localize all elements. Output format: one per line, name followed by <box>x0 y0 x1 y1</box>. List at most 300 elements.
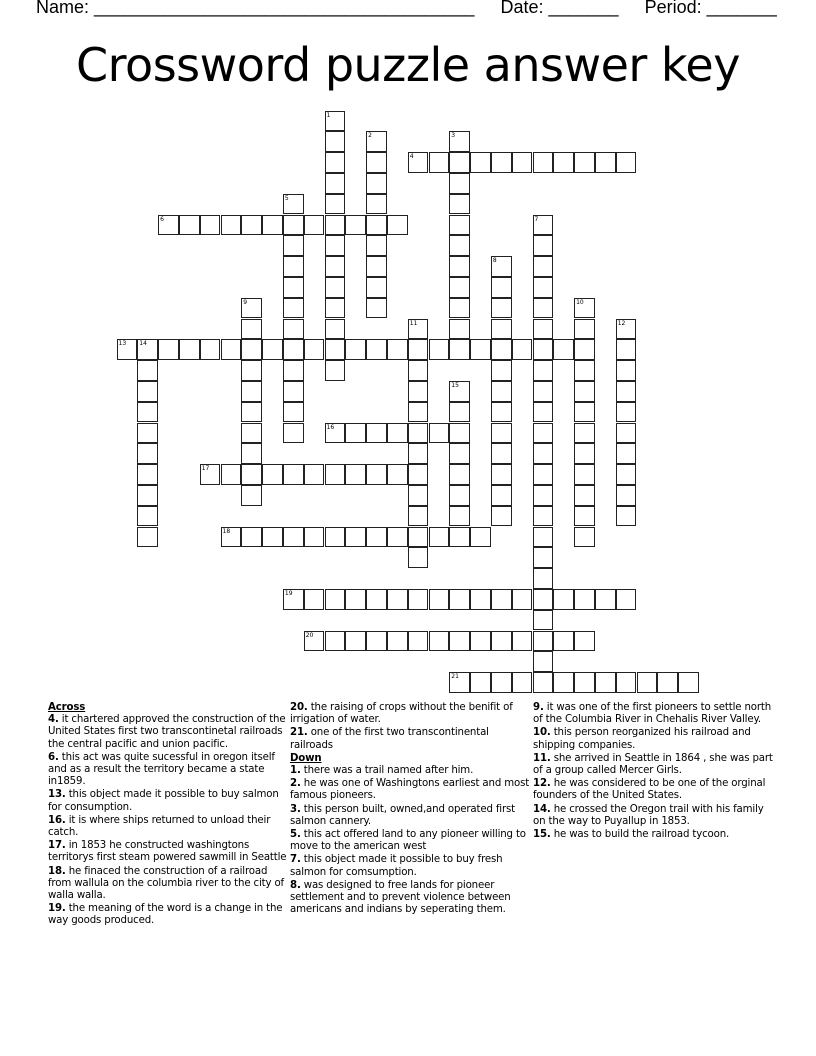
grid-cell[interactable] <box>325 277 346 298</box>
grid-cell[interactable] <box>491 443 512 464</box>
grid-cell[interactable] <box>241 527 262 548</box>
clue-number: 2 <box>368 132 372 140</box>
grid-cell[interactable] <box>158 339 179 360</box>
grid-cell[interactable] <box>616 672 637 693</box>
grid-cell[interactable] <box>449 277 470 298</box>
grid-cell[interactable] <box>491 589 512 610</box>
grid-cell[interactable] <box>533 568 554 589</box>
grid-cell[interactable] <box>283 339 304 360</box>
grid-cell[interactable] <box>408 464 429 485</box>
clue-number: 16 <box>326 423 335 431</box>
grid-cell[interactable] <box>325 319 346 340</box>
grid-cell[interactable] <box>533 464 554 485</box>
grid-cell[interactable] <box>366 152 387 173</box>
grid-cell[interactable] <box>366 423 387 444</box>
grid-cell[interactable] <box>616 506 637 527</box>
grid-cell[interactable] <box>533 672 554 693</box>
grid-cell[interactable] <box>241 485 262 506</box>
clue-number-label: 15. <box>533 829 551 841</box>
grid-cell[interactable] <box>491 339 512 360</box>
clue-number: 6 <box>160 215 164 223</box>
clue-number-label: 13. <box>48 789 66 801</box>
grid-cell[interactable] <box>533 485 554 506</box>
grid-cell[interactable] <box>325 152 346 173</box>
grid-cell[interactable] <box>408 506 429 527</box>
grid-cell[interactable] <box>304 464 325 485</box>
grid-cell[interactable] <box>616 319 637 340</box>
grid-cell[interactable] <box>470 527 491 548</box>
grid-cell[interactable] <box>449 631 470 652</box>
grid-cell[interactable] <box>574 360 595 381</box>
grid-cell[interactable] <box>283 194 304 215</box>
clue-number-label: 7. <box>290 854 301 866</box>
grid-cell[interactable] <box>574 672 595 693</box>
clue-number-label: 18. <box>48 865 66 877</box>
grid-cell[interactable] <box>449 319 470 340</box>
grid-cell[interactable] <box>408 339 429 360</box>
grid-cell[interactable] <box>512 672 533 693</box>
grid-cell[interactable] <box>325 131 346 152</box>
grid-cell[interactable] <box>533 610 554 631</box>
clue-number-label: 8. <box>290 879 301 891</box>
grid-cell[interactable] <box>678 672 699 693</box>
clue-number: 20 <box>305 631 314 639</box>
clue-text: the meaning of the word is a change in the way goods produced. <box>48 903 283 927</box>
grid-cell[interactable] <box>262 464 283 485</box>
grid-cell[interactable] <box>283 298 304 319</box>
grid-cell[interactable] <box>325 631 346 652</box>
grid-cell[interactable] <box>533 423 554 444</box>
grid-cell[interactable] <box>491 402 512 423</box>
grid-cell[interactable] <box>137 360 158 381</box>
grid-cell[interactable] <box>533 339 554 360</box>
grid-cell[interactable] <box>387 589 408 610</box>
grid-cell[interactable] <box>345 631 366 652</box>
grid-cell[interactable] <box>304 339 325 360</box>
grid-cell[interactable] <box>449 152 470 173</box>
grid-cell[interactable] <box>200 339 221 360</box>
down-clue <box>290 765 534 777</box>
grid-cell[interactable] <box>491 506 512 527</box>
grid-cell[interactable] <box>533 589 554 610</box>
grid-cell[interactable] <box>137 339 158 360</box>
grid-cell[interactable] <box>137 485 158 506</box>
grid-cell[interactable] <box>200 215 221 236</box>
grid-cell[interactable] <box>449 485 470 506</box>
grid-cell[interactable] <box>241 215 262 236</box>
grid-cell[interactable] <box>574 152 595 173</box>
grid-cell[interactable] <box>241 423 262 444</box>
grid-cell[interactable] <box>533 547 554 568</box>
grid-cell[interactable] <box>533 402 554 423</box>
grid-cell[interactable] <box>429 339 450 360</box>
grid-cell[interactable] <box>470 152 491 173</box>
grid-cell[interactable] <box>470 672 491 693</box>
grid-cell[interactable] <box>366 589 387 610</box>
grid-cell[interactable] <box>533 277 554 298</box>
grid-cell[interactable] <box>345 589 366 610</box>
clue-number-label: 19. <box>48 903 66 915</box>
grid-cell[interactable] <box>616 464 637 485</box>
grid-cell[interactable] <box>449 339 470 360</box>
grid-cell[interactable] <box>449 131 470 152</box>
clue-text: in 1853 he constructed washingtons territorys first steam powered sawmill in Seattle <box>48 840 287 864</box>
clue-number-label: 9. <box>533 702 544 713</box>
clue-text: this act offered land to any pioneer willing to move to the american west <box>290 829 526 853</box>
grid-cell[interactable] <box>387 631 408 652</box>
grid-cell[interactable] <box>408 443 429 464</box>
grid-cell[interactable] <box>325 173 346 194</box>
grid-cell[interactable] <box>325 423 346 444</box>
grid-cell[interactable] <box>449 381 470 402</box>
down-clue <box>290 778 534 802</box>
across-clue <box>48 789 292 813</box>
grid-cell[interactable] <box>408 547 429 568</box>
grid-cell[interactable] <box>366 215 387 236</box>
grid-cell[interactable] <box>179 339 200 360</box>
grid-cell[interactable] <box>137 381 158 402</box>
grid-cell[interactable] <box>491 256 512 277</box>
grid-cell[interactable] <box>408 152 429 173</box>
grid-cell[interactable] <box>616 339 637 360</box>
grid-cell[interactable] <box>137 506 158 527</box>
grid-cell[interactable] <box>366 298 387 319</box>
grid-cell[interactable] <box>574 485 595 506</box>
across-clue <box>290 727 534 751</box>
grid-cell[interactable] <box>137 443 158 464</box>
grid-cell[interactable] <box>553 339 574 360</box>
grid-cell[interactable] <box>325 111 346 132</box>
grid-cell[interactable] <box>595 589 616 610</box>
grid-cell[interactable] <box>241 464 262 485</box>
grid-cell[interactable] <box>449 173 470 194</box>
grid-cell[interactable] <box>221 527 242 548</box>
grid-cell[interactable] <box>533 651 554 672</box>
grid-cell[interactable] <box>283 423 304 444</box>
grid-cell[interactable] <box>491 672 512 693</box>
period-field[interactable]: Period: _______ <box>644 0 777 17</box>
grid-cell[interactable] <box>137 527 158 548</box>
grid-cell[interactable] <box>553 631 574 652</box>
grid-cell[interactable] <box>325 464 346 485</box>
grid-cell[interactable] <box>512 339 533 360</box>
grid-cell[interactable] <box>345 527 366 548</box>
clue-number: 14 <box>139 340 147 348</box>
grid-cell[interactable] <box>449 443 470 464</box>
grid-cell[interactable] <box>137 423 158 444</box>
clue-text: he was considered to be one of the orginal founders of the United States. <box>533 778 766 802</box>
grid-cell[interactable] <box>491 631 512 652</box>
grid-cell[interactable] <box>117 339 138 360</box>
grid-cell[interactable] <box>574 339 595 360</box>
clues-column-3 <box>533 702 777 842</box>
clue-number: 7 <box>534 215 539 223</box>
grid-cell[interactable] <box>533 235 554 256</box>
crossword-grid <box>117 111 717 711</box>
grid-cell[interactable] <box>533 631 554 652</box>
grid-cell[interactable] <box>574 631 595 652</box>
grid-cell[interactable] <box>449 423 470 444</box>
date-field[interactable]: Date: _______ <box>500 0 619 17</box>
grid-cell[interactable] <box>325 298 346 319</box>
grid-cell[interactable] <box>449 235 470 256</box>
grid-cell[interactable] <box>366 131 387 152</box>
grid-cell[interactable] <box>470 589 491 610</box>
grid-cell[interactable] <box>221 464 242 485</box>
down-clue <box>533 727 777 751</box>
grid-cell[interactable] <box>325 215 346 236</box>
clue-text: the raising of crops without the benifit of irrigation of water. <box>290 702 513 726</box>
grid-cell[interactable] <box>449 402 470 423</box>
clue-text: this person reorganized his railroad and shipping companies. <box>533 727 751 751</box>
grid-cell[interactable] <box>449 464 470 485</box>
grid-cell[interactable] <box>137 464 158 485</box>
down-clue <box>533 778 777 802</box>
grid-cell[interactable] <box>408 485 429 506</box>
across-clue <box>290 702 534 726</box>
grid-cell[interactable] <box>345 423 366 444</box>
grid-cell[interactable] <box>533 443 554 464</box>
grid-cell[interactable] <box>429 152 450 173</box>
grid-cell[interactable] <box>283 360 304 381</box>
grid-cell[interactable] <box>553 672 574 693</box>
down-clue <box>290 854 534 878</box>
grid-cell[interactable] <box>366 464 387 485</box>
grid-cell[interactable] <box>449 256 470 277</box>
grid-cell[interactable] <box>283 527 304 548</box>
clue-number: 12 <box>617 319 626 327</box>
grid-cell[interactable] <box>200 464 221 485</box>
grid-cell[interactable] <box>325 360 346 381</box>
grid-cell[interactable] <box>491 277 512 298</box>
grid-cell[interactable] <box>429 423 450 444</box>
grid-cell[interactable] <box>304 631 325 652</box>
grid-cell[interactable] <box>491 319 512 340</box>
grid-cell[interactable] <box>553 152 574 173</box>
grid-cell[interactable] <box>221 215 242 236</box>
grid-cell[interactable] <box>533 215 554 236</box>
grid-cell[interactable] <box>449 506 470 527</box>
clue-number: 17 <box>201 465 210 473</box>
grid-cell[interactable] <box>574 527 595 548</box>
grid-cell[interactable] <box>325 235 346 256</box>
clue-number: 8 <box>492 257 497 265</box>
grid-cell[interactable] <box>221 339 242 360</box>
grid-cell[interactable] <box>491 298 512 319</box>
grid-cell[interactable] <box>408 589 429 610</box>
grid-cell[interactable] <box>325 339 346 360</box>
clue-number-label: 17. <box>48 840 66 852</box>
grid-cell[interactable] <box>449 215 470 236</box>
grid-cell[interactable] <box>366 277 387 298</box>
grid-cell[interactable] <box>345 215 366 236</box>
grid-cell[interactable] <box>449 589 470 610</box>
grid-cell[interactable] <box>491 485 512 506</box>
across-clue <box>48 840 292 864</box>
grid-cell[interactable] <box>574 589 595 610</box>
grid-cell[interactable] <box>283 277 304 298</box>
page-title: Crossword puzzle answer key <box>76 38 740 92</box>
grid-cell[interactable] <box>491 381 512 402</box>
grid-cell[interactable] <box>616 360 637 381</box>
grid-cell[interactable] <box>137 402 158 423</box>
grid-cell[interactable] <box>241 381 262 402</box>
grid-cell[interactable] <box>345 339 366 360</box>
grid-cell[interactable] <box>470 631 491 652</box>
grid-cell[interactable] <box>283 235 304 256</box>
grid-cell[interactable] <box>616 381 637 402</box>
grid-cell[interactable] <box>345 464 366 485</box>
grid-cell[interactable] <box>283 402 304 423</box>
clue-number: 3 <box>451 132 456 140</box>
grid-cell[interactable] <box>366 527 387 548</box>
grid-cell[interactable] <box>325 589 346 610</box>
grid-cell[interactable] <box>241 339 262 360</box>
grid-cell[interactable] <box>304 215 325 236</box>
grid-cell[interactable] <box>241 319 262 340</box>
grid-cell[interactable] <box>283 215 304 236</box>
grid-cell[interactable] <box>241 443 262 464</box>
grid-cell[interactable] <box>512 631 533 652</box>
grid-cell[interactable] <box>595 672 616 693</box>
across-clue <box>48 752 292 789</box>
grid-cell[interactable] <box>616 443 637 464</box>
grid-cell[interactable] <box>449 298 470 319</box>
grid-cell[interactable] <box>595 152 616 173</box>
grid-cell[interactable] <box>241 298 262 319</box>
clue-number: 5 <box>284 194 289 202</box>
grid-cell[interactable] <box>470 339 491 360</box>
grid-cell[interactable] <box>449 672 470 693</box>
grid-cell[interactable] <box>366 235 387 256</box>
clue-number: 10 <box>576 298 584 306</box>
clue-text: this person built, owned,and operated first salmon cannery. <box>290 803 516 827</box>
grid-cell[interactable] <box>574 402 595 423</box>
grid-cell[interactable] <box>449 527 470 548</box>
grid-cell[interactable] <box>387 339 408 360</box>
grid-cell[interactable] <box>325 194 346 215</box>
grid-cell[interactable] <box>616 485 637 506</box>
grid-cell[interactable] <box>533 527 554 548</box>
down-clue <box>533 829 777 841</box>
grid-cell[interactable] <box>304 589 325 610</box>
clue-number: 1 <box>326 111 331 119</box>
grid-cell[interactable] <box>366 256 387 277</box>
down-clue <box>290 829 534 853</box>
name-field[interactable]: Name: ______________________________________ <box>36 0 475 17</box>
grid-cell[interactable] <box>574 423 595 444</box>
grid-cell[interactable] <box>262 215 283 236</box>
grid-cell[interactable] <box>491 360 512 381</box>
grid-cell[interactable] <box>553 589 574 610</box>
grid-cell[interactable] <box>366 173 387 194</box>
clue-text: he crossed the Oregon trail with his family on the way to Puyallup in 1853. <box>533 803 764 827</box>
grid-cell[interactable] <box>616 402 637 423</box>
grid-cell[interactable] <box>304 527 325 548</box>
clue-text: it is where ships returned to unload their catch. <box>48 814 271 839</box>
grid-cell[interactable] <box>408 527 429 548</box>
grid-cell[interactable] <box>616 152 637 173</box>
grid-cell[interactable] <box>366 631 387 652</box>
clue-text: he was one of Washingtons earliest and most famous pioneers. <box>290 778 530 802</box>
grid-cell[interactable] <box>262 339 283 360</box>
grid-cell[interactable] <box>387 423 408 444</box>
grid-cell[interactable] <box>408 631 429 652</box>
across-clue <box>48 815 292 839</box>
grid-cell[interactable] <box>574 298 595 319</box>
grid-cell[interactable] <box>158 215 179 236</box>
grid-cell[interactable] <box>262 527 283 548</box>
grid-cell[interactable] <box>387 527 408 548</box>
grid-cell[interactable] <box>574 443 595 464</box>
grid-cell[interactable] <box>325 256 346 277</box>
grid-cell[interactable] <box>449 194 470 215</box>
grid-cell[interactable] <box>533 256 554 277</box>
grid-cell[interactable] <box>616 423 637 444</box>
grid-cell[interactable] <box>512 152 533 173</box>
grid-cell[interactable] <box>283 256 304 277</box>
grid-cell[interactable] <box>533 319 554 340</box>
across-clue <box>48 714 292 751</box>
grid-cell[interactable] <box>429 589 450 610</box>
grid-cell[interactable] <box>408 402 429 423</box>
grid-cell[interactable] <box>283 381 304 402</box>
grid-cell[interactable] <box>387 215 408 236</box>
grid-cell[interactable] <box>512 589 533 610</box>
clues-column-1 <box>48 702 292 929</box>
grid-cell[interactable] <box>491 423 512 444</box>
grid-cell[interactable] <box>429 631 450 652</box>
grid-cell[interactable] <box>533 381 554 402</box>
grid-cell[interactable] <box>491 152 512 173</box>
grid-cell[interactable] <box>574 464 595 485</box>
grid-cell[interactable] <box>408 319 429 340</box>
grid-cell[interactable] <box>533 506 554 527</box>
grid-cell[interactable] <box>616 589 637 610</box>
grid-cell[interactable] <box>408 423 429 444</box>
grid-cell[interactable] <box>429 527 450 548</box>
grid-cell[interactable] <box>533 298 554 319</box>
clue-text: there was a trail named after him. <box>303 765 474 777</box>
grid-cell[interactable] <box>574 319 595 340</box>
grid-cell[interactable] <box>408 360 429 381</box>
clue-number: 15 <box>451 381 459 389</box>
down-clue <box>290 880 534 917</box>
grid-cell[interactable] <box>387 464 408 485</box>
grid-cell[interactable] <box>283 589 304 610</box>
grid-cell[interactable] <box>283 464 304 485</box>
clue-number-label: 16. <box>48 814 66 826</box>
grid-cell[interactable] <box>574 506 595 527</box>
grid-cell[interactable] <box>283 319 304 340</box>
clue-number: 13 <box>118 340 127 348</box>
grid-cell[interactable] <box>408 381 429 402</box>
grid-cell[interactable] <box>241 360 262 381</box>
clue-text: it was one of the first pioneers to settle north of the Columbia River in Chehalis River Valley. <box>533 702 772 726</box>
grid-cell[interactable] <box>241 402 262 423</box>
grid-cell[interactable] <box>366 339 387 360</box>
grid-cell[interactable] <box>533 360 554 381</box>
grid-cell[interactable] <box>366 194 387 215</box>
grid-cell[interactable] <box>491 464 512 485</box>
down-clue <box>533 804 777 828</box>
grid-cell[interactable] <box>637 672 658 693</box>
grid-cell[interactable] <box>179 215 200 236</box>
grid-cell[interactable] <box>325 527 346 548</box>
grid-cell[interactable] <box>533 152 554 173</box>
grid-cell[interactable] <box>574 381 595 402</box>
grid-cell[interactable] <box>657 672 678 693</box>
